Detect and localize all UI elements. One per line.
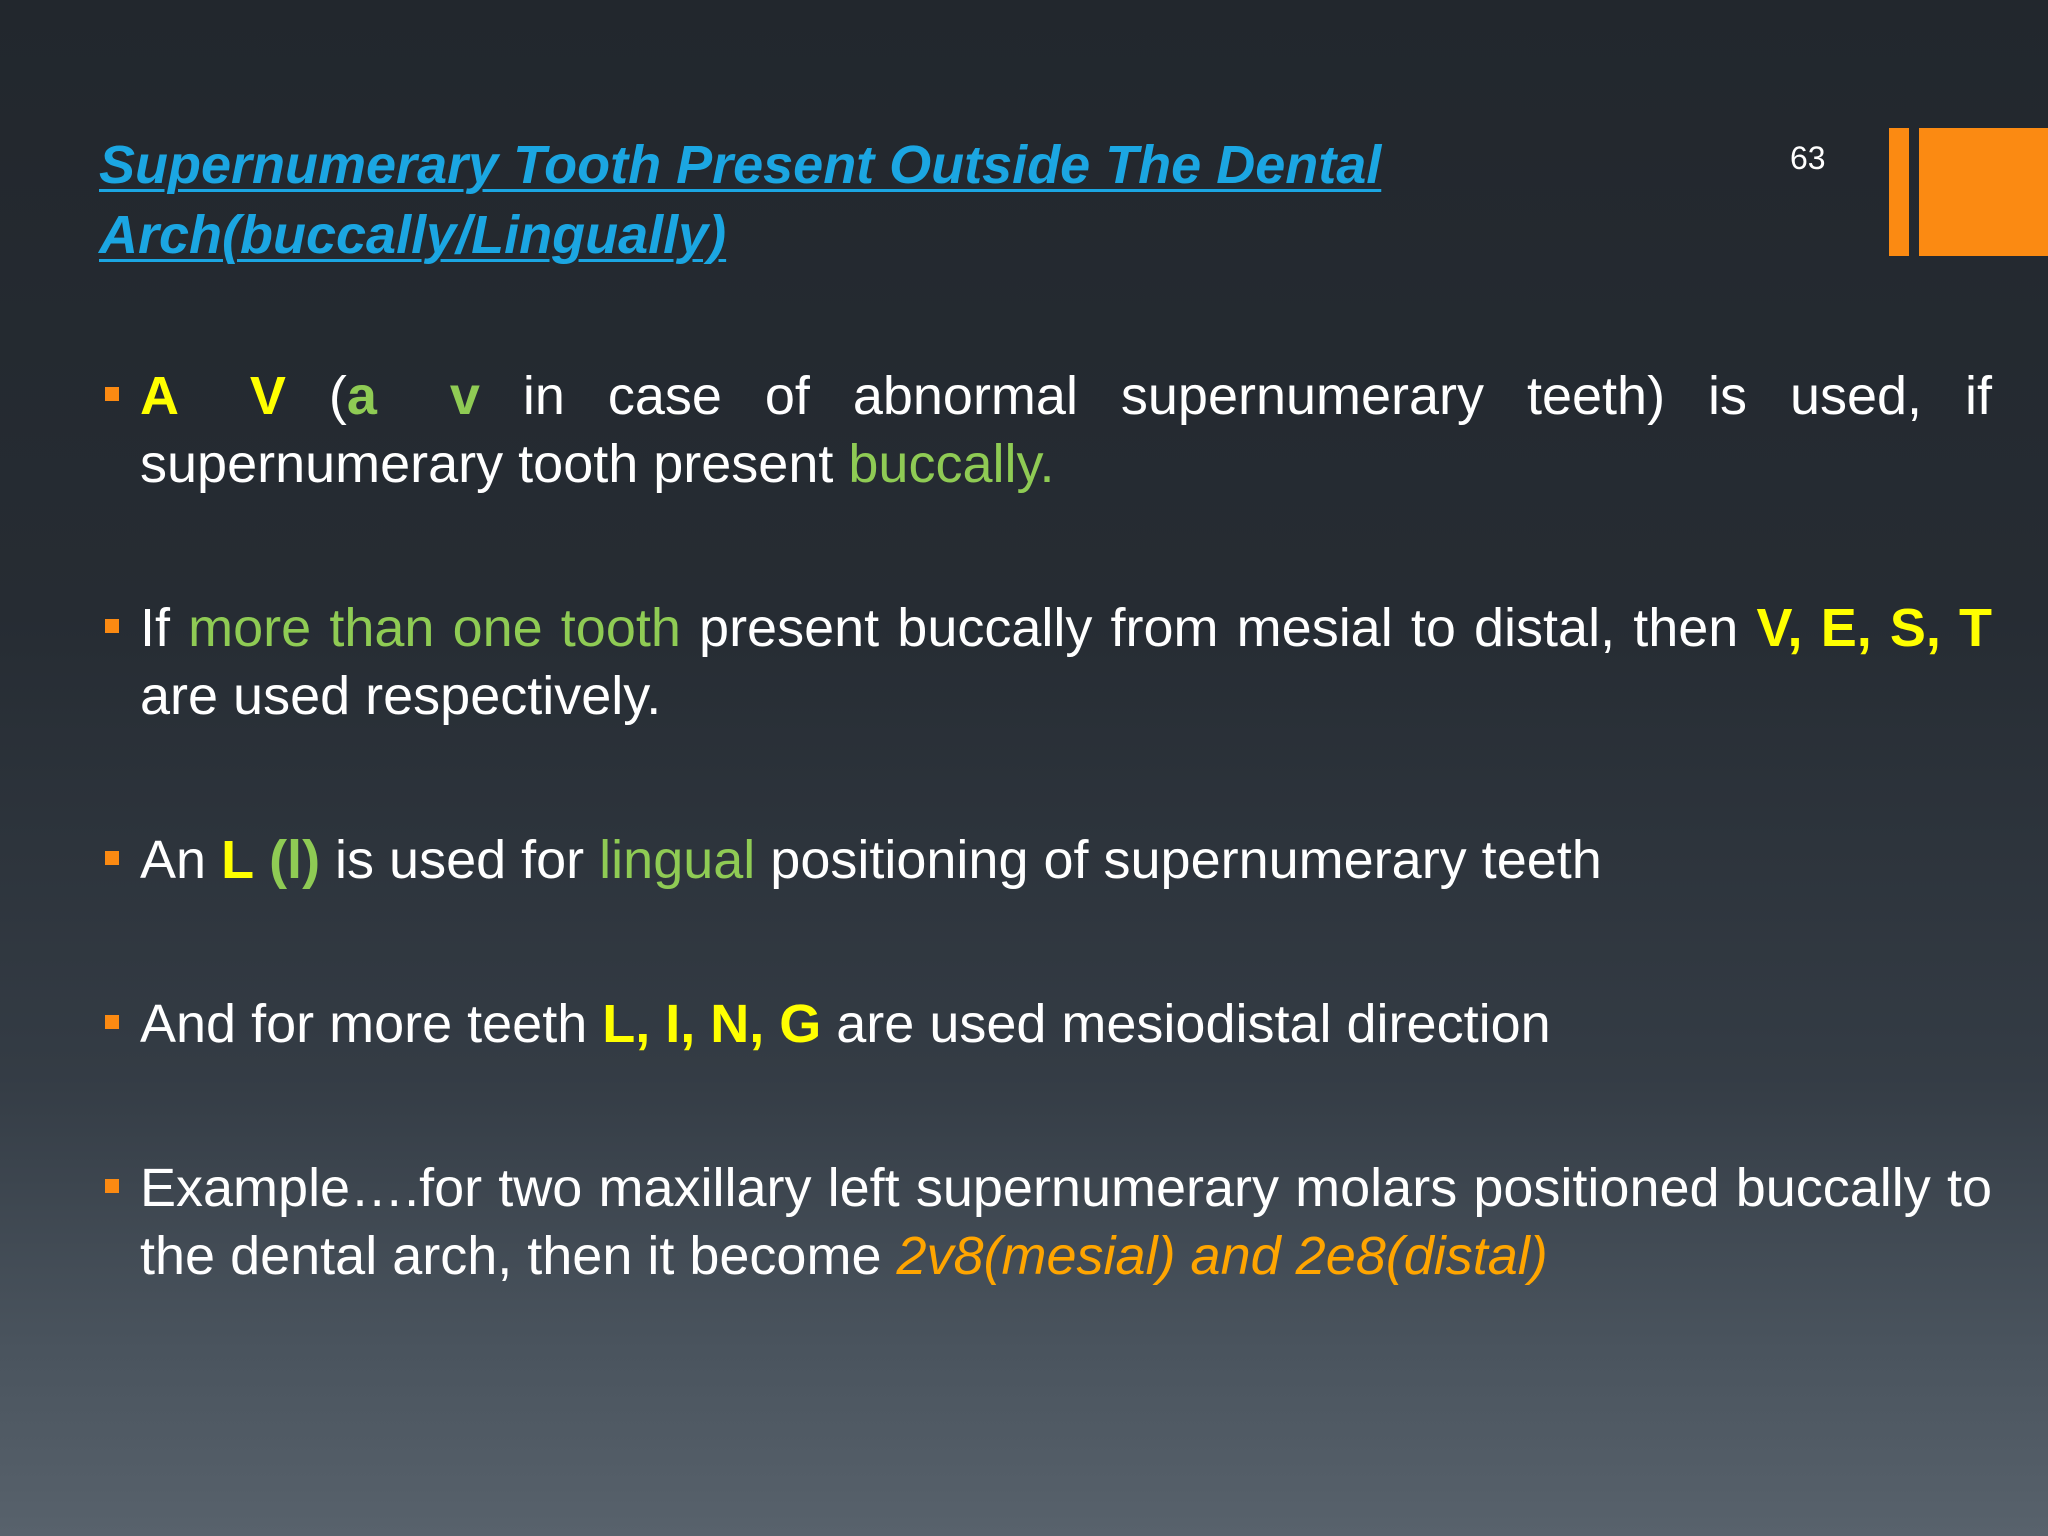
bullet-text: And for more teeth bbox=[140, 994, 603, 1054]
bullet-text: in case of abnormal supernumerary teeth) is used, if supernumerary tooth present bbox=[140, 366, 1992, 494]
bullet-square-icon bbox=[105, 1179, 119, 1193]
bullet-text: are used mesiodistal direction bbox=[821, 994, 1551, 1054]
bullet-text: are used respectively. bbox=[140, 666, 662, 726]
bullet-square-icon bbox=[105, 387, 119, 401]
highlight-buccally: buccally. bbox=[848, 434, 1055, 494]
bullet-square-icon bbox=[105, 619, 119, 633]
accent-bar-thin bbox=[1889, 128, 1909, 256]
highlight-lingual: lingual bbox=[599, 830, 756, 890]
slide-title-line-1: Supernumerary Tooth Present Outside The Dental bbox=[99, 135, 1382, 195]
bullet-square-icon bbox=[105, 1015, 119, 1029]
bullet-text: positioning of supernumerary teeth bbox=[755, 830, 1602, 890]
highlight-more-than-one-tooth: more than one tooth bbox=[188, 598, 681, 658]
code-av: A V bbox=[140, 366, 286, 426]
code-l-lower: (l) bbox=[269, 830, 321, 890]
bullet-item-av bbox=[102, 362, 1992, 498]
bullet-text: ( bbox=[285, 366, 347, 426]
code-l: L bbox=[221, 830, 255, 890]
bullet-item-lingual bbox=[102, 826, 1992, 894]
slide-title-line-2: Arch(buccally/Lingually) bbox=[99, 205, 727, 265]
code-ling: L, I, N, G bbox=[602, 994, 822, 1054]
accent-bar-wide bbox=[1919, 128, 2048, 256]
bullet-item-example bbox=[102, 1154, 1992, 1290]
bullet-text: is used for bbox=[320, 830, 600, 890]
bullet-item-vest bbox=[102, 594, 1992, 730]
bullet-text: If bbox=[140, 598, 189, 658]
bullet-text: An bbox=[140, 830, 222, 890]
bullet-text: Example….for two maxillary left supernumerary molars positioned buccally to the dental arch, then it become bbox=[140, 1158, 1992, 1286]
slide-title bbox=[99, 130, 1499, 270]
bullet-text: present buccally from mesial to distal, then bbox=[680, 598, 1757, 658]
bullet-item-ling bbox=[102, 990, 1992, 1058]
code-vest: V, E, S, T bbox=[1756, 598, 1992, 658]
bullet-list bbox=[102, 362, 1992, 1386]
slide-number: 63 bbox=[1790, 140, 1826, 176]
example-notation: 2v8(mesial) and 2e8(distal) bbox=[896, 1226, 1548, 1286]
code-av-lower: a v bbox=[346, 366, 480, 426]
bullet-square-icon bbox=[105, 851, 119, 865]
